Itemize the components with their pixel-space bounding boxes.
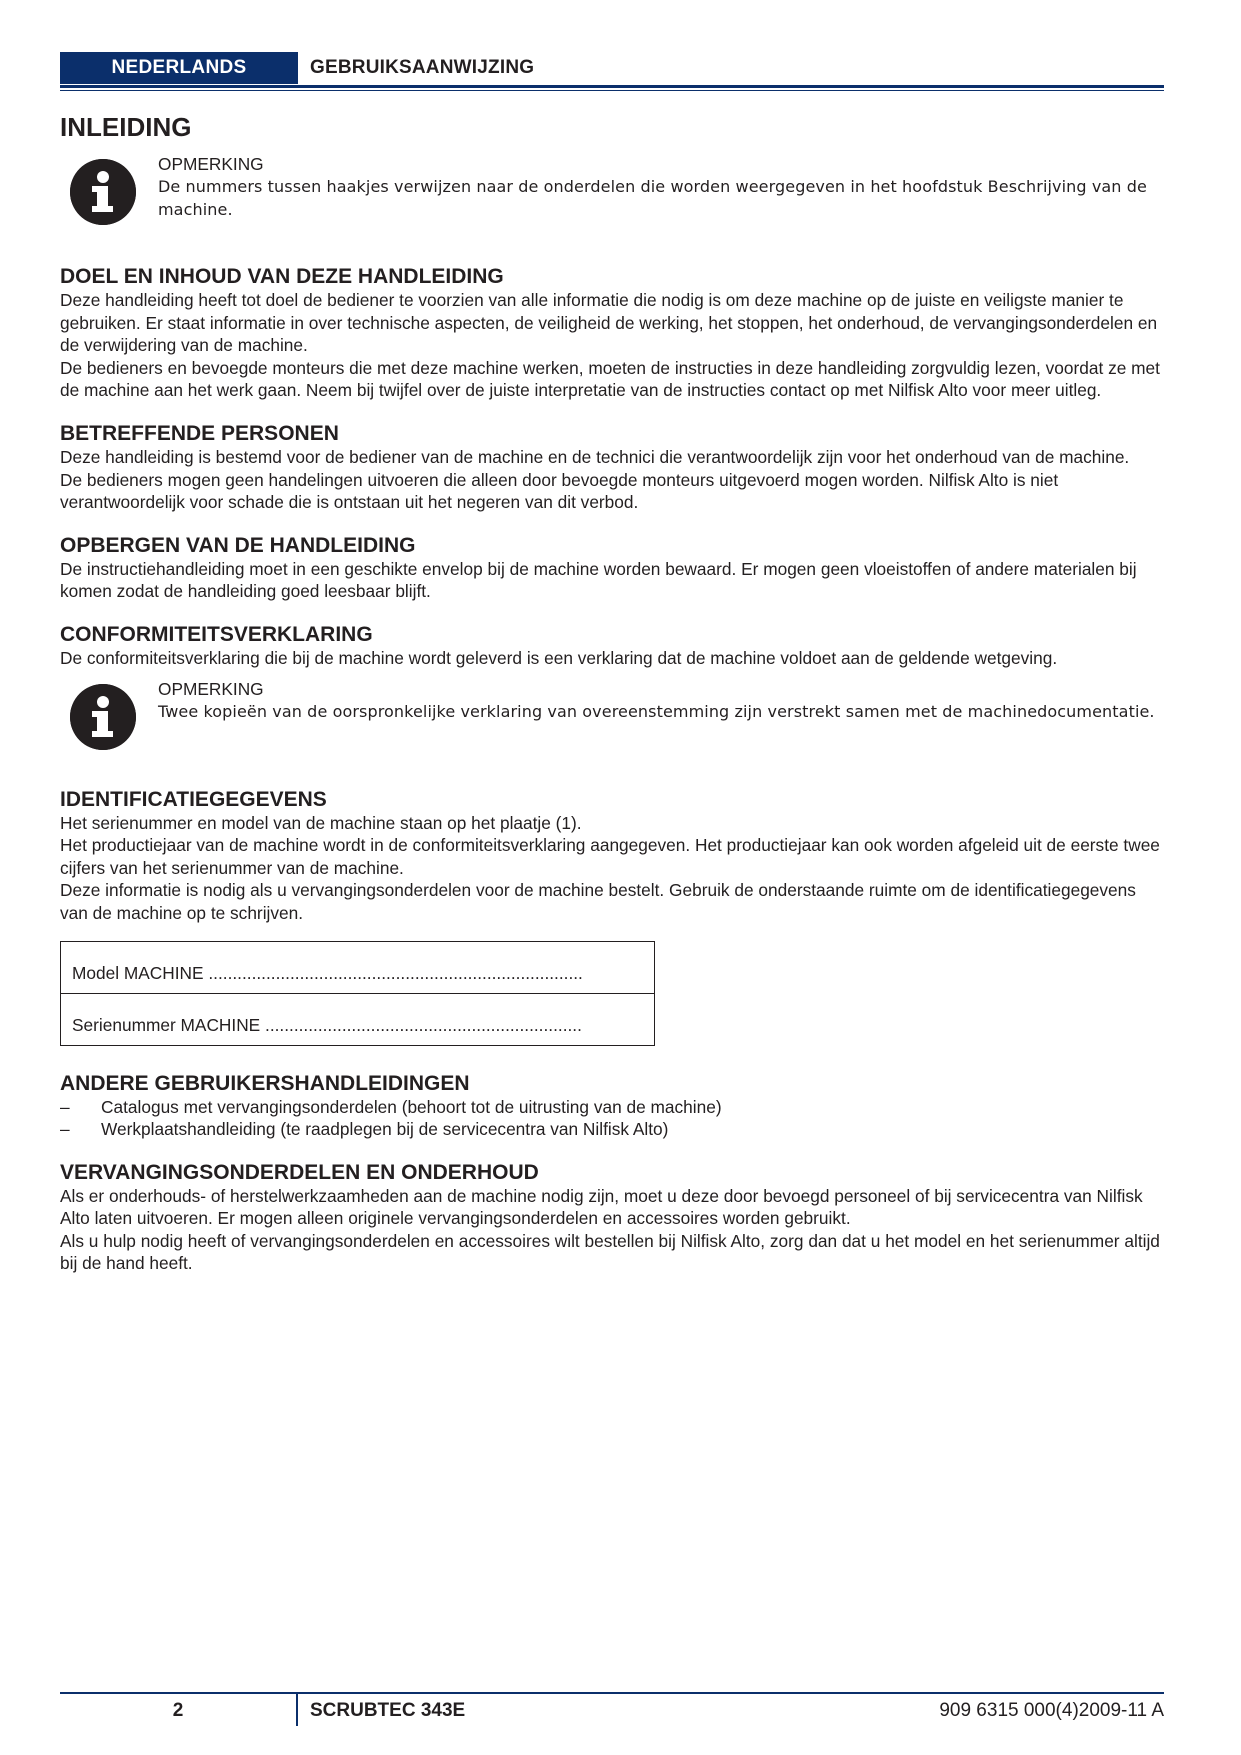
info-icon	[70, 684, 136, 750]
footer-divider	[296, 1692, 298, 1726]
list-item	[60, 1096, 1164, 1119]
intro-heading: INLEIDING	[60, 112, 192, 142]
paragraph: De bedieners mogen geen handelingen uitvoeren die alleen door bevoegde monteurs uitgevoerd mogen worden. Nilfisk Alto is niet verantwoordelijk voor schade die is ontstaan uit het negeren van dit verbod.	[60, 469, 1059, 513]
intro-note	[70, 153, 1164, 229]
list-item-text: Catalogus met vervangingsonderdelen (behoort tot de uitrusting van de machine)	[101, 1096, 722, 1117]
section-heading: OPBERGEN VAN DE HANDLEIDING	[60, 533, 416, 557]
manual-page	[60, 0, 1164, 1755]
section-manuals	[60, 1072, 1164, 1141]
section-heading: VERVANGINGSONDERDELEN EN ONDERHOUD	[60, 1160, 539, 1184]
section-parts	[60, 1161, 1164, 1275]
info-icon	[70, 159, 136, 225]
section-heading: DOEL EN INHOUD VAN DEZE HANDLEIDING	[60, 265, 504, 288]
paragraph: Deze handleiding heeft tot doel de bediener te voorzien van alle informatie die nodig is om deze machine op de juiste en veiligste manier te gebruiken. Er staat informatie in over technische aspecten, de veiligheid de werking, het stoppen, het onderhoud, de vervangingsonderdelen en de verwijdering van de machine.	[60, 290, 1158, 356]
model-field-label: Model MACHINE ..............................................................................	[72, 962, 583, 983]
section-heading: CONFORMITEITSVERKLARING	[60, 622, 373, 646]
list-bullet: –	[60, 1096, 70, 1117]
document-code: 909 6315 000(4)2009-11 A	[939, 1700, 1164, 1721]
note-text: Twee kopieën van de oorspronkelijke verklaring van overeenstemming zijn verstrekt samen met de machinedocumentatie.	[158, 701, 1155, 721]
page-content	[60, 112, 1164, 1275]
footer-rule	[60, 1692, 1164, 1694]
paragraph: Deze informatie is nodig als u vervangingsonderdelen voor de machine bestelt. Gebruik de onderstaande ruimte om de identificatiegegevens van de machine op te schrijven.	[60, 880, 1136, 923]
paragraph: De bedieners en bevoegde monteurs die met deze machine werken, moeten de instructies in deze handleiding zorgvuldig lezen, voordat ze met de machine aan het werk gaan. Neem bij twijfel over de juiste interpretatie van de instructies contact op met Nilfisk Alto voor meer uitleg.	[60, 357, 1160, 401]
paragraph: Als er onderhouds- of herstelwerkzaamheden aan de machine nodig zijn, moet u deze door bevoegd personeel of bij servicecentra van Nilfisk Alto laten uitvoeren. Er mogen alleen originele vervangingsonderdelen en accessoires worden gebruikt.	[60, 1185, 1143, 1229]
serial-field[interactable]	[61, 993, 654, 1045]
serial-field-label: Serienummer MACHINE ..................................................................	[72, 1014, 582, 1035]
paragraph: De instructiehandleiding moet in een geschikte envelop bij de machine worden bewaard. Er mogen geen vloeistoffen of andere materialen bij komen zodat de handleiding goed leesbaar blijft.	[60, 558, 1137, 602]
paragraph: De conformiteitsverklaring die bij de machine wordt geleverd is een verklaring dat de machine voldoet aan de geldende wetgeving.	[60, 647, 1058, 668]
conformity-note	[70, 678, 1164, 754]
section-storage	[60, 534, 1164, 603]
section-identification	[60, 788, 1164, 1046]
note-label: OPMERKING	[158, 154, 264, 174]
header-rule	[60, 85, 1164, 88]
section-conformity	[60, 623, 1164, 754]
page-header	[60, 52, 1164, 92]
header-divider	[298, 52, 303, 84]
section-heading: ANDERE GEBRUIKERSHANDLEIDINGEN	[60, 1071, 470, 1095]
model-field[interactable]	[61, 942, 654, 993]
model-name: SCRUBTEC 343E	[310, 1700, 466, 1721]
paragraph: Deze handleiding is bestemd voor de bediener van de machine en de technici die verantwoordelijk zijn voor het onderhoud van de machine.	[60, 446, 1130, 467]
paragraph: Het productiejaar van de machine wordt in de conformiteitsverklaring aangegeven. Het productiejaar kan ook worden afgeleid uit de eerste twee cijfers van het serienummer van de machine.	[60, 835, 1160, 878]
section-heading: IDENTIFICATIEGEGEVENS	[60, 787, 327, 811]
manuals-list	[60, 1096, 1164, 1141]
language-tab: NEDERLANDS	[60, 52, 298, 84]
section-purpose	[60, 265, 1164, 402]
section-persons	[60, 422, 1164, 514]
list-item-text: Werkplaatshandleiding (te raadplegen bij de servicecentra van Nilfisk Alto)	[101, 1119, 669, 1140]
list-bullet: –	[60, 1119, 70, 1140]
identification-form	[60, 941, 655, 1046]
header-rule-thin	[60, 90, 1164, 91]
page-footer	[60, 1692, 1164, 1728]
paragraph: Het serienummer en model van de machine staan op het plaatje (1).	[60, 812, 582, 833]
note-label: OPMERKING	[158, 678, 264, 699]
section-heading: BETREFFENDE PERSONEN	[60, 421, 339, 445]
page-number: 2	[172, 1700, 184, 1721]
paragraph: Als u hulp nodig heeft of vervangingsonderdelen en accessoires wilt bestellen bij Nilfisk Alto, zorg dan dat u het model en het serienummer altijd bij de hand heeft.	[60, 1230, 1160, 1274]
header-title: GEBRUIKSAANWIJZING	[310, 57, 535, 78]
note-text: De nummers tussen haakjes verwijzen naar de onderdelen die worden weergegeven in het hoofdstuk Beschrijving van de machine.	[158, 177, 1147, 219]
list-item	[60, 1118, 1164, 1141]
